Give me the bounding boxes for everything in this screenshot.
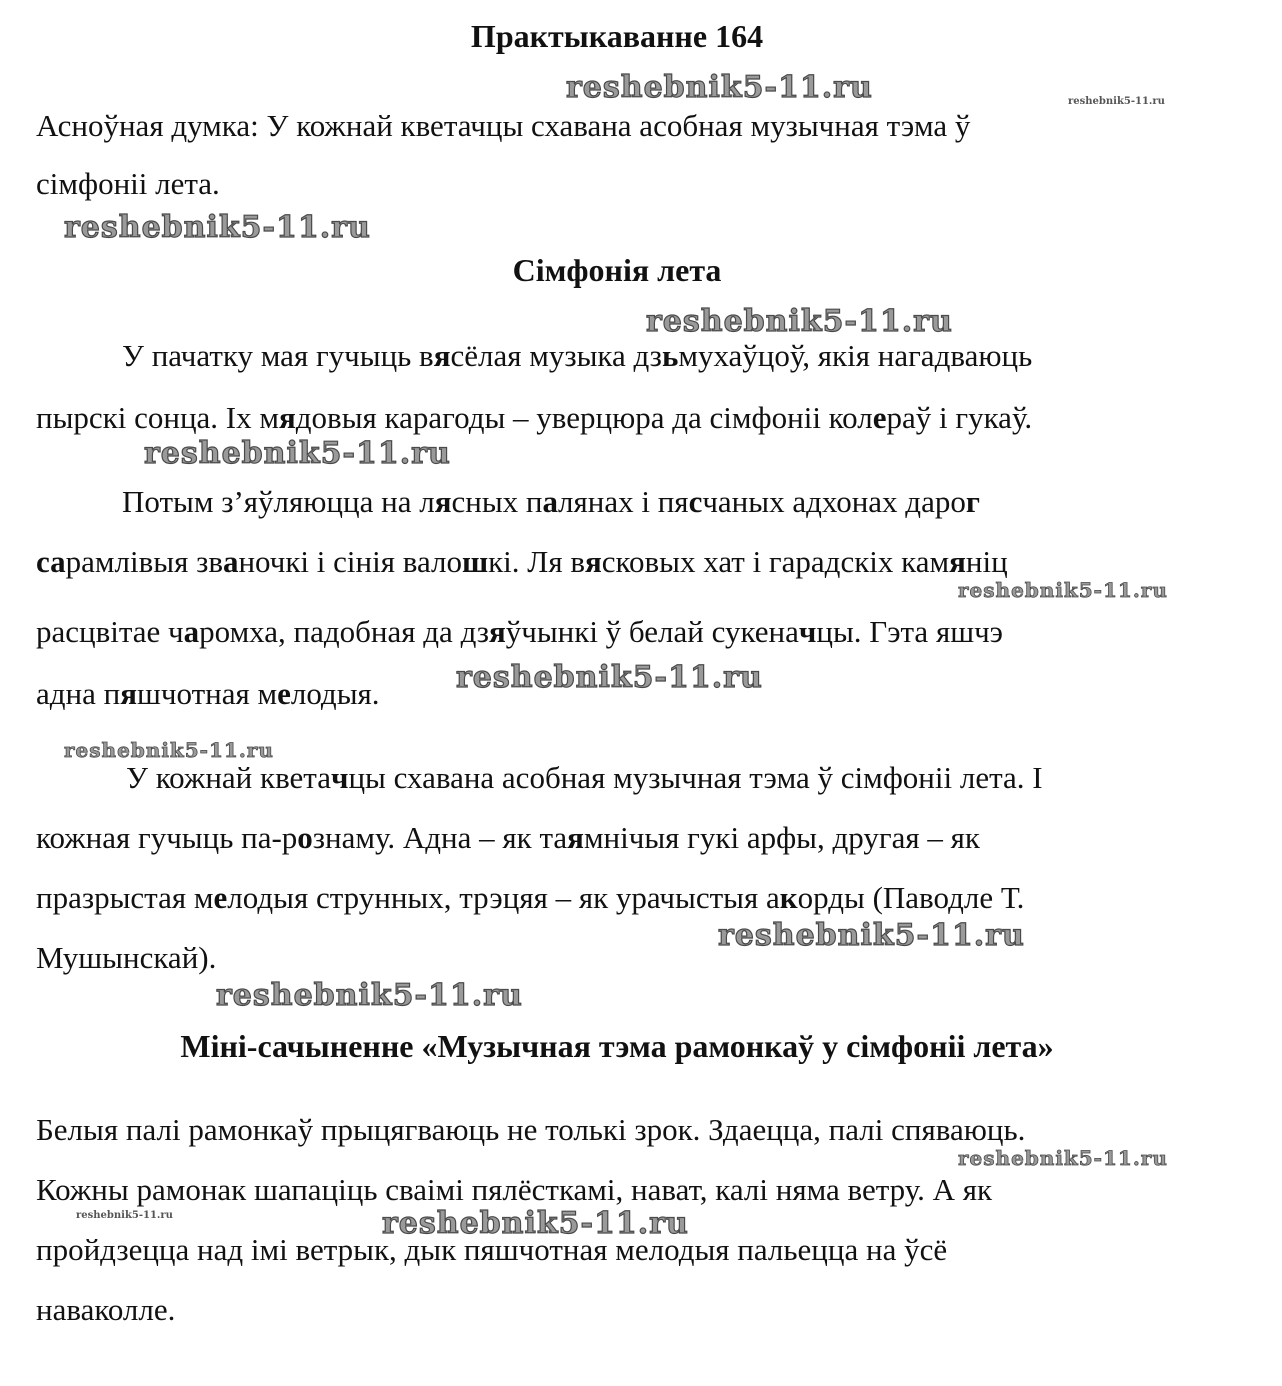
- para2-line-2: сарамлівыя званочкі і сінія валошкі. Ля вясковых хат і гарадскіх камяніц: [36, 544, 1008, 579]
- watermark-medium: reshebnik5-11.ru: [958, 578, 1168, 602]
- watermark: reshebnik5-11.ru: [718, 918, 1025, 953]
- para3-line-3: празрыстая мелодыя струнных, трэцяя – як урачыстыя акорды (Паводле Т.: [36, 880, 1025, 915]
- watermark: reshebnik5-11.ru: [144, 436, 451, 471]
- text-title: Сімфонія лета: [512, 252, 722, 288]
- watermark: reshebnik5-11.ru: [382, 1206, 689, 1241]
- watermark: reshebnik5-11.ru: [216, 978, 523, 1013]
- para3-line-2: кожная гучыць па-рознаму. Адна – як таямнічыя гукі арфы, другая – як: [36, 820, 980, 855]
- para1-line-2: пырскі сонца. Іх мядовыя карагоды – уверцюра да сімфоніі колераў і гукаў.: [36, 400, 1033, 435]
- para3-line-4: Мушынскай).: [36, 940, 217, 975]
- watermark-medium: reshebnik5-11.ru: [64, 738, 274, 762]
- essay-line-2: Кожны рамонак шапаціць сваімі пялёсткамі, нават, калі няма ветру. А як: [36, 1172, 993, 1207]
- watermark: reshebnik5-11.ru: [566, 70, 873, 105]
- para3-line-1: У кожнай кветачцы схавана асобная музычная тэма ў сімфоніі лета. І: [126, 760, 1043, 795]
- essay-line-1: Белыя палі рамонкаў прыцягваюць не толькі зрок. Здаецца, палі спяваюць.: [36, 1112, 1026, 1147]
- watermark-small: reshebnik5-11.ru: [76, 1210, 173, 1221]
- main-idea-line-2: сімфоніі лета.: [36, 166, 220, 201]
- watermark-small: reshebnik5-11.ru: [1068, 96, 1165, 107]
- essay-line-3: пройдзецца над імі ветрык, дык пяшчотная мелодыя пальецца на ўсё: [36, 1232, 948, 1267]
- main-idea-line-1: Асноўная думка: У кожнай кветачцы схавана асобная музычная тэма ў: [36, 108, 971, 143]
- watermark: reshebnik5-11.ru: [646, 304, 953, 339]
- watermark-medium: reshebnik5-11.ru: [958, 1146, 1168, 1170]
- para2-line-1: Потым з’яўляюцца на лясных палянах і пясчаных адхонах дарог: [122, 484, 980, 519]
- watermark: reshebnik5-11.ru: [456, 660, 763, 695]
- para2-line-3: расцвітае чаромха, падобная да дзяўчынкі ў белай сукеначцы. Гэта яшчэ: [36, 614, 1003, 649]
- essay-line-4: наваколле.: [36, 1292, 176, 1327]
- watermark: reshebnik5-11.ru: [64, 210, 371, 245]
- para1-line-1: У пачатку мая гучыць вясёлая музыка дзьмухаўцоў, якія нагадваюць: [122, 338, 1033, 373]
- para2-line-4: адна пяшчотная мелодыя.: [36, 676, 380, 711]
- page-title: Практыкаванне 164: [470, 18, 764, 54]
- essay-title: Міні-сачыненне «Музычная тэма рамонкаў у сімфоніі лета»: [180, 1028, 1054, 1064]
